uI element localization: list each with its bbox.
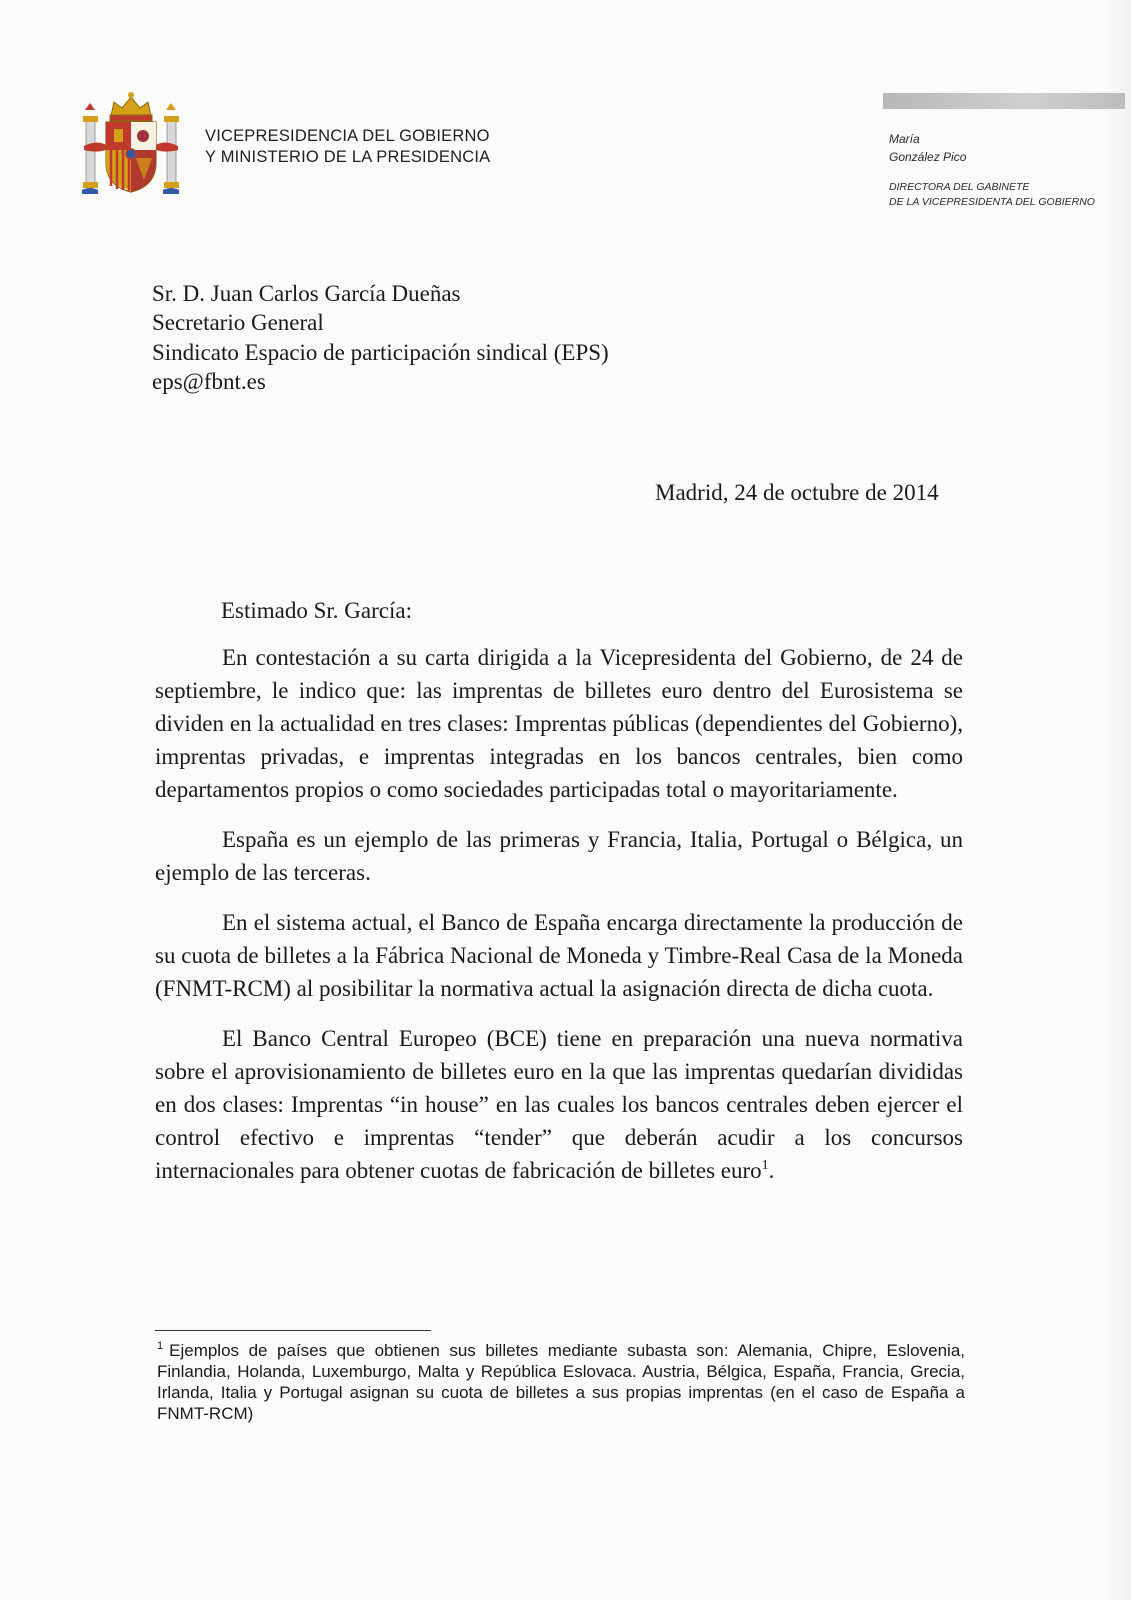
body-paragraph-1: En contestación a su carta dirigida a la Vicepresidenta del Gobierno, de 24 de septiembre, le indico que: las imprentas de billetes euro dentro del Eurosistema se dividen en la actualidad en tres clases: Imprentas públicas (dependientes del Gobierno), imprentas privadas, e imprentas integradas en los bancos centrales, bien como departamentos propios o como sociedades participadas total o mayoritariamente. <box>155 645 963 802</box>
recipient-name: Sr. D. Juan Carlos García Dueñas <box>152 281 461 306</box>
salutation: Estimado Sr. García: <box>221 598 412 623</box>
body-paragraph-4-end: . <box>768 1158 775 1183</box>
ministry-line-1: VICEPRESIDENCIA DEL GOBIERNO <box>205 127 490 145</box>
footnote <box>157 1340 965 1424</box>
recipient-title: Secretario General <box>152 310 324 336</box>
recipient-organization: Sindicato Espacio de participación sindical (EPS) <box>152 339 609 365</box>
body-paragraph-4 <box>155 1022 963 1187</box>
footnote-text: Ejemplos de países que obtienen sus billetes mediante subasta son: Alemania, Chipre, Eslovenia, Finlandia, Holanda, Luxemburgo, Malta y República Eslovaca. Austria, Bélgica, España, Francia, Grecia, Irlanda, Italia y Portugal asignan su cuota de billetes a sus propias imprentas (en el caso de España a FNMT-RCM) <box>157 1341 965 1423</box>
body-paragraph-3: En el sistema actual, el Banco de España encarga directamente la producción de su cuota de billetes a la Fábrica Nacional de Moneda y Timbre-Real Casa de la Moneda (FNMT-RCM) al posibilitar la normativa actual la asignación directa de dicha cuota. <box>155 910 963 1001</box>
recipient-email: eps@fbnt.es <box>152 368 266 394</box>
signer-block <box>889 130 1095 210</box>
letter-date: Madrid, 24 de octubre de 2014 <box>655 480 939 505</box>
signer-surname: González Pico <box>889 150 967 164</box>
body-paragraph-4-text: El Banco Central Europeo (BCE) tiene en preparación una nueva normativa sobre el aprovisionamiento de billetes euro en la que las imprentas quedarían divididas en dos clases: Imprentas “in house” en las cuales los bancos centrales deben ejercer el control efectivo e imprentas “tender” que deberán acudir a los concursos internacionales para obtener cuotas de fabricación de billetes euro <box>155 1026 963 1183</box>
letter-body <box>155 641 963 1204</box>
body-paragraph-2: España es un ejemplo de las primeras y Francia, Italia, Portugal o Bélgica, un ejemplo de las terceras. <box>155 827 963 885</box>
spanish-coat-of-arms-icon <box>80 88 182 198</box>
page-edge-shadow <box>1101 0 1131 1600</box>
recipient-address-block <box>152 279 609 396</box>
signer-role <box>889 180 1095 210</box>
signer-given-name: María <box>889 132 920 146</box>
footnote-reference: 1 <box>761 1158 769 1173</box>
signer-role-line-1: DIRECTORA DEL GABINETE <box>889 181 1030 193</box>
ministry-line-2: Y MINISTERIO DE LA PRESIDENCIA <box>205 148 491 166</box>
ministry-heading <box>205 126 490 168</box>
footnote-divider <box>155 1330 431 1331</box>
signer-role-line-2: DE LA VICEPRESIDENTA DEL GOBIERNO <box>889 196 1095 208</box>
letterhead-grey-bar <box>883 93 1125 109</box>
footnote-marker: 1 <box>157 1340 164 1352</box>
